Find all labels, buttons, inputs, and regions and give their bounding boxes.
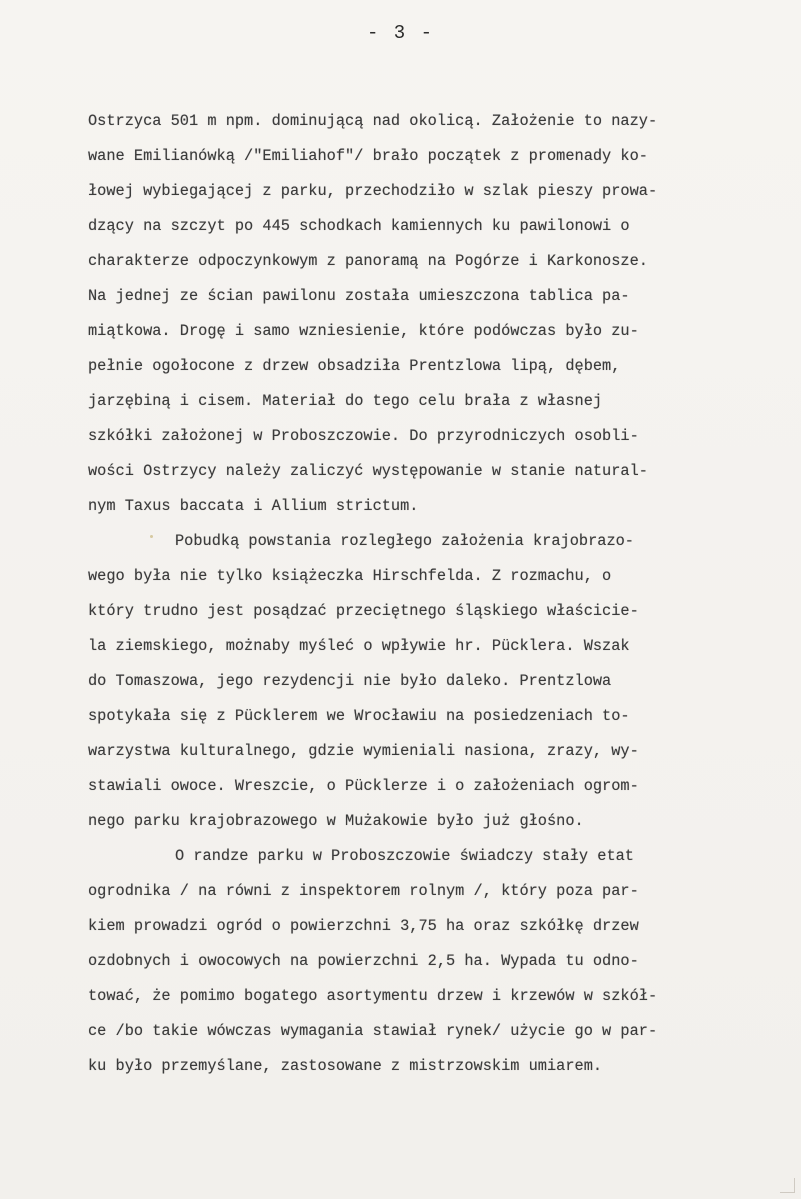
text-line: tować, że pomimo bogatego asortymentu drzew i krzewów w szkół- xyxy=(88,987,658,1005)
paper-speck xyxy=(150,535,153,538)
text-line: wego była nie tylko książeczka Hirschfelda. Z rozmachu, o xyxy=(88,567,612,585)
text-line: wane Emilianówką /"Emiliahof"/ brało początek z promenady ko- xyxy=(88,147,648,165)
text-line: kiem prowadzi ogród o powierzchni 3,75 ha oraz szkółkę drzew xyxy=(88,917,639,935)
text-line: szkółki założonej w Proboszczowie. Do przyrodniczych osobli- xyxy=(88,427,639,445)
paragraph-first-line: O randze parku w Proboszczowie świadczy stały etat xyxy=(175,847,634,865)
text-line: do Tomaszowa, jego rezydencji nie było daleko. Prentzlowa xyxy=(88,672,612,690)
text-line: warzystwa kulturalnego, gdzie wymieniali nasiona, zrazy, wy- xyxy=(88,742,639,760)
text-line: ce /bo takie wówczas wymagania stawiał rynek/ użycie go w par- xyxy=(88,1022,658,1040)
text-line: łowej wybiegającej z parku, przechodziło w szlak pieszy prowa- xyxy=(88,182,658,200)
text-line: spotykała się z Pücklerem we Wrocławiu na posiedzeniach to- xyxy=(88,707,630,725)
page-corner-mark xyxy=(780,1178,795,1193)
text-line: la ziemskiego, możnaby myśleć o wpływie hr. Pücklera. Wszak xyxy=(88,637,630,655)
text-line: ogrodnika / na równi z inspektorem rolnym /, który poza par- xyxy=(88,882,639,900)
page-number: - 3 - xyxy=(366,22,434,44)
text-line: stawiali owoce. Wreszcie, o Pücklerze i o założeniach ogrom- xyxy=(88,777,639,795)
text-line: jarzębiną i cisem. Materiał do tego celu brała z własnej xyxy=(88,392,603,410)
text-line: ku było przemyślane, zastosowane z mistrzowskim umiarem. xyxy=(88,1057,603,1075)
text-line: Na jednej ze ścian pawilonu została umieszczona tablica pa- xyxy=(88,287,630,305)
text-line: nym Taxus baccata i Allium strictum. xyxy=(88,497,419,515)
text-line: dzący na szczyt po 445 schodkach kamiennych ku pawilonowi o xyxy=(88,217,630,235)
text-line: który trudno jest posądzać przeciętnego śląskiego właściciе- xyxy=(88,602,639,620)
paragraph-first-line: Pobudką powstania rozległego założenia krajobrazo- xyxy=(175,532,634,550)
text-line: ozdobnych i owocowych na powierzchni 2,5 ha. Wypada tu odno- xyxy=(88,952,639,970)
text-line: miątkowa. Drogę i samo wzniesienie, które podówczas było zu- xyxy=(88,322,639,340)
text-line: nego parku krajobrazowego w Mużakowie było już głośno. xyxy=(88,812,584,830)
text-line: pełnie ogołocone z drzew obsadziła Prentzlowa lipą, dębem, xyxy=(88,357,621,375)
text-line: wości Ostrzycy należy zaliczyć występowanie w stanie natural- xyxy=(88,462,648,480)
text-line: charakterze odpoczynkowym z panoramą na Pogórze i Karkonosze. xyxy=(88,252,648,270)
text-line: Ostrzyca 501 m npm. dominującą nad okolicą. Założenie to nazy- xyxy=(88,112,658,130)
